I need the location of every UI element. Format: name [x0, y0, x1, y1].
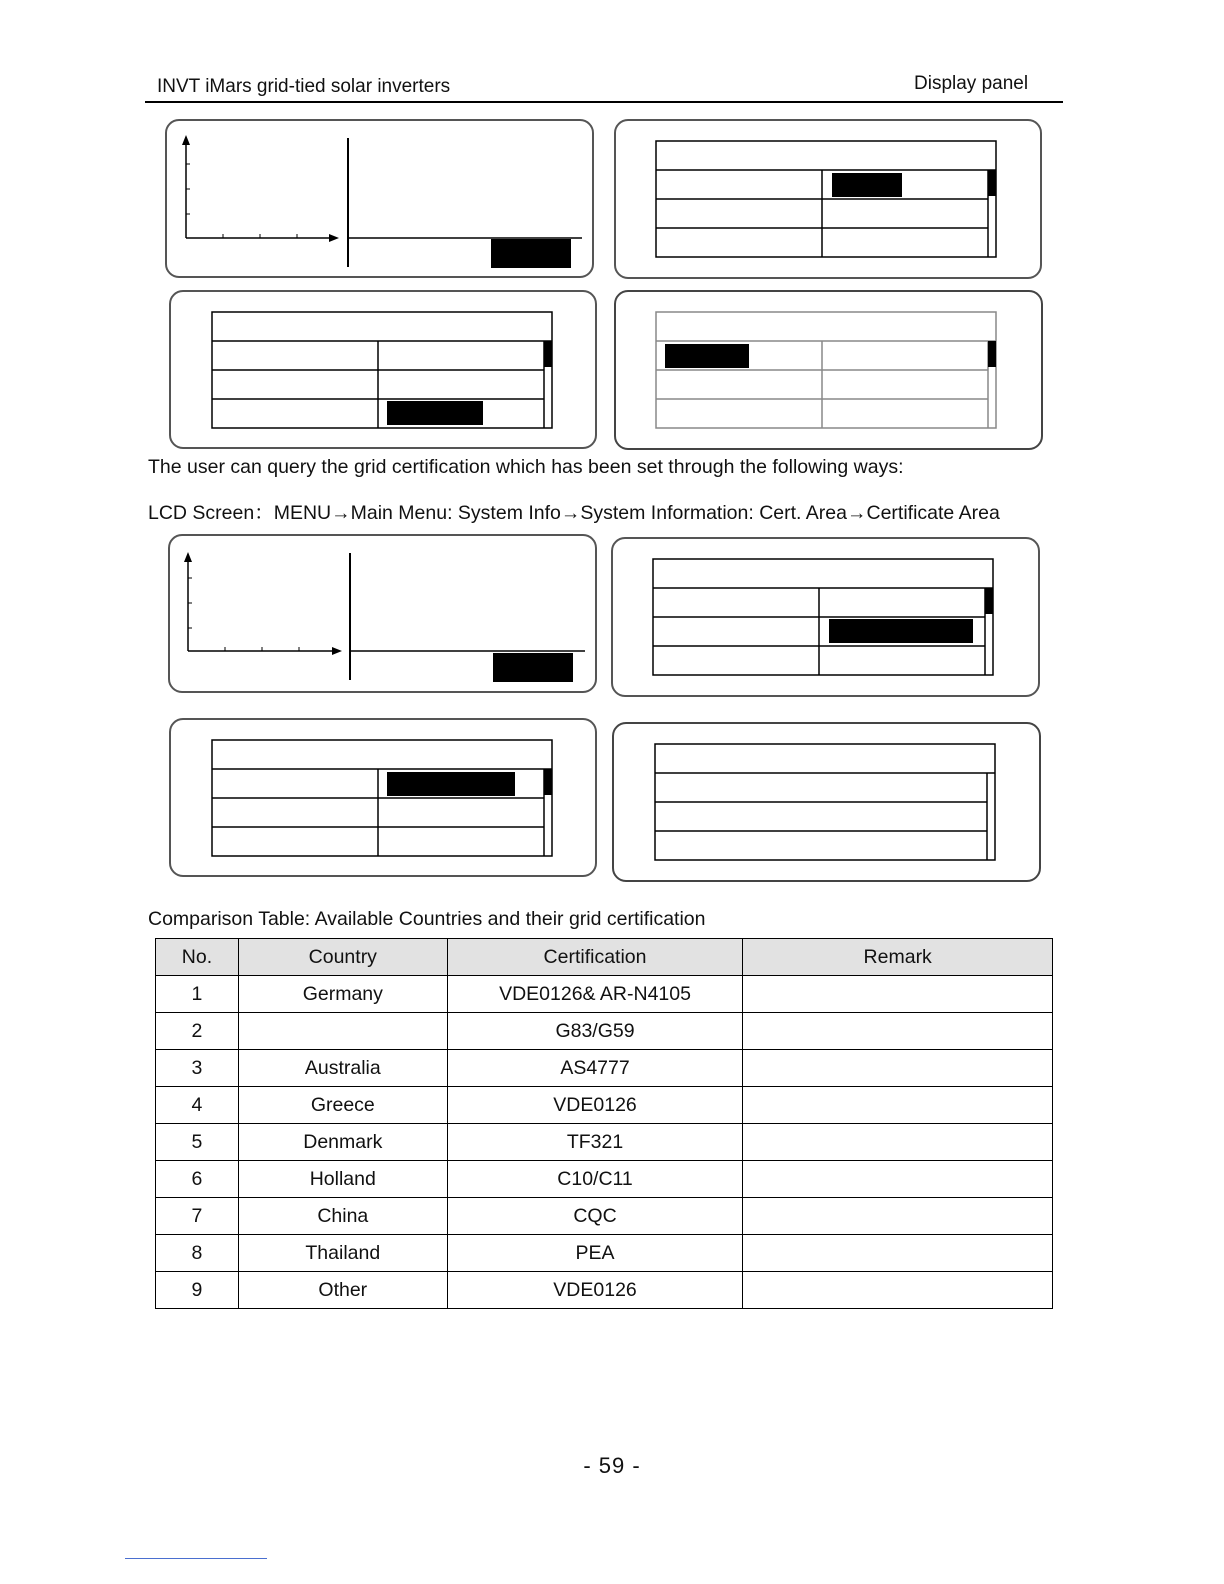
footer-rule — [125, 1558, 267, 1559]
cell-country: Other — [238, 1272, 447, 1309]
lcd-menu-graphic — [171, 720, 599, 879]
lcd-chart-graphic — [167, 121, 596, 280]
cell-country: Denmark — [238, 1124, 447, 1161]
lcd-screen-main-menu — [611, 537, 1040, 697]
cell-country: Thailand — [238, 1235, 447, 1272]
cell-country: Germany — [238, 976, 447, 1013]
cell-no: 6 — [156, 1161, 239, 1198]
cell-remark — [743, 1087, 1053, 1124]
cell-remark — [743, 1235, 1053, 1272]
cell-no: 5 — [156, 1124, 239, 1161]
cell-remark — [743, 976, 1053, 1013]
document-title: INVT iMars grid-tied solar inverters — [157, 76, 451, 97]
cell-no: 3 — [156, 1050, 239, 1087]
page-number: - 59 - — [583, 1453, 641, 1478]
cell-no: 9 — [156, 1272, 239, 1309]
table-row — [156, 1013, 1053, 1050]
cell-cert: G83/G59 — [447, 1013, 743, 1050]
col-header-certification: Certification — [447, 939, 743, 976]
cell-cert: VDE0126 — [447, 1087, 743, 1124]
header-rule — [145, 101, 1063, 103]
cell-country: Greece — [238, 1087, 447, 1124]
lcd-menu-graphic — [613, 539, 1042, 699]
cell-remark — [743, 1272, 1053, 1309]
cell-cert: CQC — [447, 1198, 743, 1235]
col-header-no: No. — [156, 939, 239, 976]
table-row — [156, 1124, 1053, 1161]
col-header-country: Country — [238, 939, 447, 976]
lcd-screen-main — [165, 119, 594, 278]
cell-country: Holland — [238, 1161, 447, 1198]
cell-country: Australia — [238, 1050, 447, 1087]
cell-cert: TF321 — [447, 1124, 743, 1161]
cell-cert: PEA — [447, 1235, 743, 1272]
lcd-list-graphic — [614, 724, 1043, 884]
table-row — [156, 1087, 1053, 1124]
cell-no: 4 — [156, 1087, 239, 1124]
table-row — [156, 1050, 1053, 1087]
lcd-menu-graphic — [616, 121, 1044, 281]
section-title: Display panel — [914, 73, 1029, 94]
col-header-remark: Remark — [743, 939, 1053, 976]
cell-country — [238, 1013, 447, 1050]
cell-remark — [743, 1124, 1053, 1161]
lcd-screen-system-info — [169, 290, 597, 449]
cell-cert: VDE0126 — [447, 1272, 743, 1309]
cell-no: 1 — [156, 976, 239, 1013]
cell-remark — [743, 1198, 1053, 1235]
cell-remark — [743, 1013, 1053, 1050]
cell-country: China — [238, 1198, 447, 1235]
cell-remark — [743, 1161, 1053, 1198]
table-row — [156, 1198, 1053, 1235]
comparison-table — [155, 938, 1053, 1309]
cell-no: 2 — [156, 1013, 239, 1050]
table-row — [156, 1272, 1053, 1309]
table-row — [156, 976, 1053, 1013]
cell-remark — [743, 1050, 1053, 1087]
lcd-screen-certificate-area — [612, 722, 1041, 882]
cell-no: 8 — [156, 1235, 239, 1272]
cell-cert: AS4777 — [447, 1050, 743, 1087]
lcd-menu-graphic — [616, 292, 1045, 452]
menu-path-text: LCD Screen：MENU→Main Menu: System Info→System Information: Cert. Area→Certificate Area — [148, 502, 1000, 524]
table-row — [156, 1161, 1053, 1198]
lcd-screen-main — [168, 534, 597, 693]
cell-cert: VDE0126& AR-N4105 — [447, 976, 743, 1013]
lcd-menu-graphic — [171, 292, 599, 451]
intro-text: The user can query the grid certification which has been set through the following ways: — [148, 456, 904, 478]
table-row — [156, 1235, 1053, 1272]
lcd-chart-graphic — [170, 536, 599, 695]
table-caption: Comparison Table: Available Countries and their grid certification — [148, 908, 706, 930]
lcd-screen-cert-area — [614, 290, 1043, 450]
cell-no: 7 — [156, 1198, 239, 1235]
table-header-row — [156, 939, 1053, 976]
cell-cert: C10/C11 — [447, 1161, 743, 1198]
lcd-screen-main-menu — [614, 119, 1042, 279]
lcd-screen-system-info — [169, 718, 597, 877]
